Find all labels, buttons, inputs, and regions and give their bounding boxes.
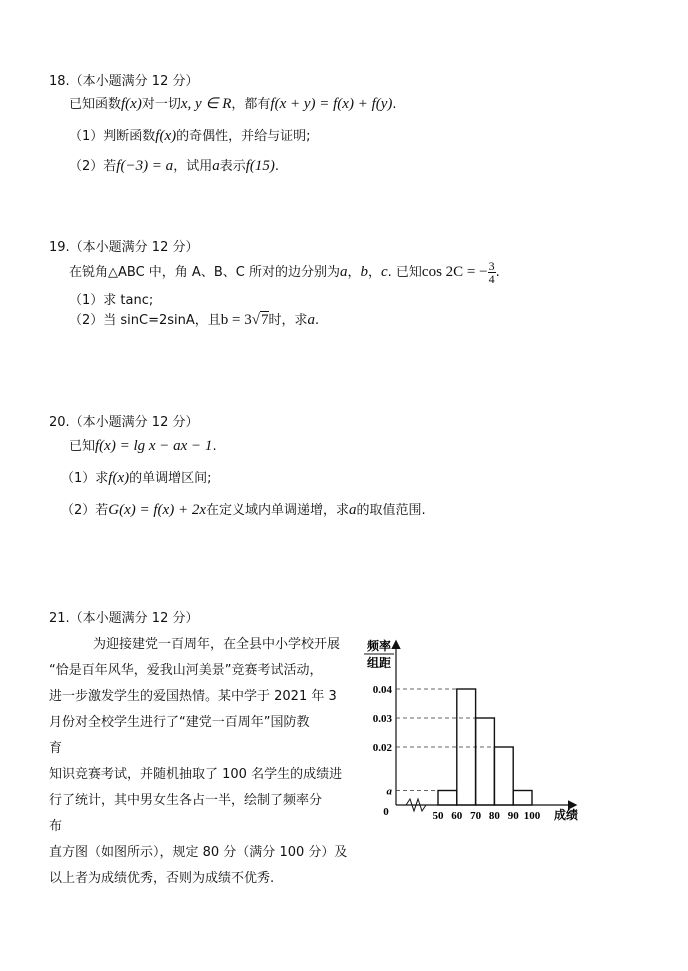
q20-part2-text: （2）若 [61, 503, 109, 518]
q20-part1-fx: f(x) [108, 470, 130, 486]
q20-stem-text: . [212, 439, 217, 454]
q18-part2-text: 表示 [219, 159, 246, 174]
frequency-histogram [350, 630, 590, 830]
q21-line: 行了统计，其中男女生各占一半，绘制了频率分 [49, 793, 323, 808]
y-tick-label: 0.03 [372, 713, 392, 725]
q19-stem [69, 260, 500, 285]
q19-part2-var: a [307, 312, 316, 328]
q18-stem-text: . [392, 97, 397, 112]
y-label-top: 频率 [366, 639, 392, 653]
q20-stem-text: 已知 [69, 439, 96, 454]
q20-part2-var: a [349, 502, 357, 518]
q19-part2-text: 时，求 [268, 313, 308, 328]
q21-line: 布 [49, 819, 63, 834]
q18-part1-text: 的奇偶性，并给与证明; [176, 129, 311, 144]
q21-line: 以上者为成绩优秀，否则为成绩不优秀. [49, 871, 275, 886]
q18-header: 18.（本小题满分 12 分） [49, 74, 199, 89]
q20-part2-eq: G(x) = f(x) + 2x [108, 502, 206, 518]
q19-stem-text: . 已知 [387, 265, 422, 280]
q19-part1: （1）求 tanc; [69, 293, 154, 308]
q18-equation: f(x + y) = f(x) + f(y) [270, 96, 393, 112]
q18-part2-text: . [274, 159, 280, 174]
q19-frac-den: 4 [488, 272, 495, 286]
q19-var-c: c [380, 264, 388, 280]
q18-stem [69, 93, 397, 113]
q21-header: 21.（本小题满分 12 分） [49, 611, 199, 626]
q19-part2-text: . [315, 313, 320, 328]
q19-part2-text: （2）当 sinC=2sinA，且 [69, 313, 221, 328]
q19-cos: cos 2C = − [421, 264, 488, 280]
x-tick-label: 90 [507, 810, 519, 822]
q18-part2 [69, 155, 279, 175]
x-tick-label: 50 [432, 810, 444, 822]
q21-line: 进一步激发学生的爱国热情。某中学于 2021 年 3 [49, 689, 337, 704]
q19-frac-num: 3 [488, 259, 495, 273]
q19-sqrt-radicand: 7 [261, 312, 269, 328]
q19-stem-text: ， [367, 265, 381, 280]
q20-part1 [61, 467, 212, 487]
x-tick-label: 100 [523, 810, 541, 822]
q18-stem-text: 对一切 [141, 97, 181, 112]
q18-part2-eq: f(−3) = a [116, 158, 174, 174]
q19-var-a: a [339, 264, 348, 280]
q20-equation: f(x) = lg x − ax − 1 [95, 438, 213, 454]
q20-part1-text: （1）求 [61, 471, 109, 486]
q19-stem-text: 在锐角△ABC 中，角 A、B、C 所对的边分别为 [69, 265, 340, 280]
x-axis-label: 成绩 [553, 808, 579, 822]
q20-header: 20.（本小题满分 12 分） [49, 415, 199, 430]
q20-part2 [61, 499, 426, 519]
y-tick-label: 0.02 [372, 742, 392, 754]
q19-sqrt: √7 [251, 312, 269, 328]
q20-part1-text: 的单调增区间; [129, 471, 212, 486]
x-tick-label: 70 [470, 810, 482, 822]
q18-part2-f15: f(15) [245, 158, 275, 174]
q20-part2-text: 的取值范围. [356, 503, 426, 518]
q18-stem-text: ，都有 [231, 97, 271, 112]
histogram-bar [494, 747, 513, 805]
y-label-bottom: 组距 [366, 656, 392, 670]
q18-xy: x, y ∈ R [180, 96, 232, 112]
q21-line: 为迎接建党一百周年，在全县中小学校开展 [93, 637, 341, 652]
x-tick-label: 80 [488, 810, 500, 822]
origin-label: 0 [383, 806, 389, 818]
histogram-bar [513, 791, 532, 806]
q19-fraction [488, 260, 496, 285]
q18-part1-text: （1）判断函数 [69, 129, 156, 144]
x-tick-label: 60 [451, 810, 463, 822]
q21-line: 育 [49, 741, 63, 756]
y-tick-label: a [386, 785, 392, 798]
q19-stem-text: . [495, 265, 500, 280]
q20-stem [69, 435, 217, 455]
q18-part1 [69, 125, 311, 145]
q21-line: 月份对全校学生进行了“建党一百周年”国防教 [49, 715, 310, 730]
q21-line: “恰是百年风华，爱我山河美景”竞赛考试活动， [49, 663, 323, 678]
q21-line: 知识竞赛考试，并随机抽取了 100 名学生的成绩进 [49, 767, 343, 782]
q20-part2-text: 在定义域内单调递增，求 [205, 503, 349, 518]
q19-stem-text: ， [347, 265, 361, 280]
q18-part1-fx: f(x) [155, 128, 177, 144]
q18-fx: f(x) [121, 96, 142, 112]
q21-line: 直方图（如图所示），规定 80 分（满分 100 分）及 [49, 845, 348, 860]
q19-header: 19.（本小题满分 12 分） [49, 240, 199, 255]
q19-part2-eq: b = 3 [220, 312, 252, 328]
q18-part2-var: a [212, 158, 220, 174]
q18-stem-text: 已知函数 [69, 97, 122, 112]
q19-part2 [69, 309, 319, 329]
histogram-bar [438, 791, 457, 806]
histogram-bar [476, 718, 495, 805]
q18-part2-text: （2）若 [69, 159, 117, 174]
q19-var-b: b [360, 264, 368, 280]
y-tick-label: 0.04 [372, 684, 392, 696]
q18-part2-text: ，试用 [173, 159, 213, 174]
